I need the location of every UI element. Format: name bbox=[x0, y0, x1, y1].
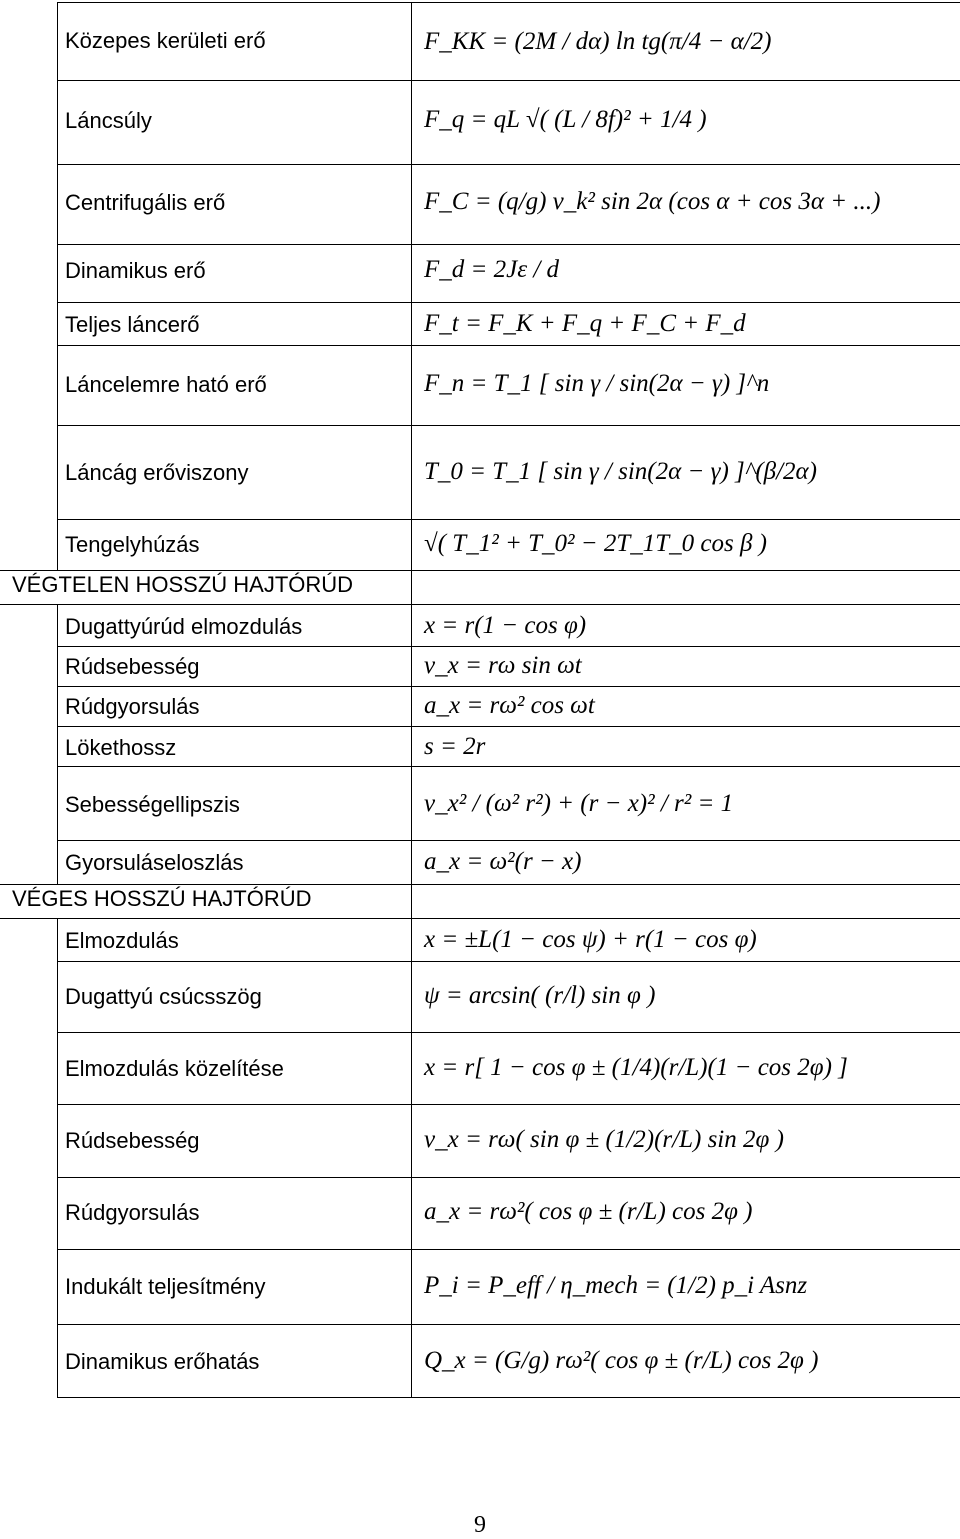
row-label: Dinamikus erőhatás bbox=[65, 1349, 260, 1374]
row-formula: F_C = (q/g) v_k² sin 2α (cos α + cos 3α + ...) bbox=[424, 188, 881, 215]
row-label: Rúdsebesség bbox=[65, 654, 200, 679]
row-label: Dugattyú csúcsszög bbox=[65, 984, 262, 1009]
row-formula: x = ±L(1 − cos ψ) + r(1 − cos φ) bbox=[424, 926, 757, 953]
row-formula: a_x = ω²(r − x) bbox=[424, 848, 582, 875]
row-formula: T_0 = T_1 [ sin γ / sin(2α − γ) ]^(β/2α) bbox=[424, 458, 817, 485]
row-formula: F_KK = (2M / dα) ln tg(π/4 − α/2) bbox=[424, 28, 772, 55]
table-line bbox=[57, 1324, 960, 1325]
table-line bbox=[57, 1177, 960, 1178]
row-label: Láncsúly bbox=[65, 108, 152, 133]
section-heading: VÉGTELEN HOSSZÚ HAJTÓRÚD bbox=[12, 572, 354, 597]
row-label: Láncelemre ható erő bbox=[65, 372, 267, 397]
row-formula: v_x = rω sin ωt bbox=[424, 652, 582, 679]
table-line bbox=[57, 302, 960, 303]
table-line bbox=[57, 961, 960, 962]
row-label: Lökethossz bbox=[65, 735, 177, 760]
table-line bbox=[57, 766, 960, 767]
row-label: Tengelyhúzás bbox=[65, 532, 200, 557]
row-label: Sebességellipszis bbox=[65, 792, 240, 817]
row-formula: v_x = rω( sin φ ± (1/2)(r/L) sin 2φ ) bbox=[424, 1126, 784, 1153]
table-line bbox=[57, 80, 960, 81]
row-formula: F_n = T_1 [ sin γ / sin(2α − γ) ]^n bbox=[424, 370, 770, 397]
table-line bbox=[411, 2, 412, 1397]
table-line bbox=[57, 2, 58, 571]
section-heading: VÉGES HOSSZÚ HAJTÓRÚD bbox=[12, 886, 312, 911]
table-line bbox=[57, 686, 960, 687]
row-formula: v_x² / (ω² r²) + (r − x)² / r² = 1 bbox=[424, 790, 734, 817]
row-label: Dinamikus erő bbox=[65, 258, 206, 283]
table-line bbox=[57, 519, 960, 520]
table-line bbox=[57, 646, 960, 647]
row-formula: x = r(1 − cos φ) bbox=[424, 612, 587, 639]
table-line bbox=[57, 918, 58, 1397]
table-line bbox=[57, 1249, 960, 1250]
row-label: Centrifugális erő bbox=[65, 190, 226, 215]
row-formula: s = 2r bbox=[424, 733, 486, 760]
row-formula: F_d = 2Jε / d bbox=[424, 256, 560, 283]
row-label: Közepes kerületi erő bbox=[65, 28, 266, 53]
table-line bbox=[57, 840, 960, 841]
row-label: Teljes láncerő bbox=[65, 312, 200, 337]
table-line bbox=[0, 604, 960, 605]
row-formula: √( T_1² + T_0² − 2T_1T_0 cos β ) bbox=[424, 530, 767, 557]
table-line bbox=[0, 570, 960, 571]
table-line bbox=[57, 1032, 960, 1033]
row-formula: ψ = arcsin( (r/l) sin φ ) bbox=[424, 982, 656, 1009]
row-formula: a_x = rω²( cos φ ± (r/L) cos 2φ ) bbox=[424, 1198, 753, 1225]
row-label: Láncág erőviszony bbox=[65, 460, 249, 485]
table-line bbox=[57, 164, 960, 165]
row-formula: a_x = rω² cos ωt bbox=[424, 692, 595, 719]
table-line bbox=[57, 425, 960, 426]
row-formula: P_i = P_eff / η_mech = (1/2) p_i Asnz bbox=[424, 1272, 808, 1299]
table-line bbox=[57, 2, 960, 3]
table-line bbox=[0, 918, 960, 919]
table-line bbox=[57, 1397, 960, 1398]
row-formula: F_t = F_K + F_q + F_C + F_d bbox=[424, 310, 746, 337]
row-label: Rúdgyorsulás bbox=[65, 694, 200, 719]
row-label: Elmozdulás közelítése bbox=[65, 1056, 284, 1081]
row-label: Gyorsuláseloszlás bbox=[65, 850, 244, 875]
row-formula: Q_x = (G/g) rω²( cos φ ± (r/L) cos 2φ ) bbox=[424, 1347, 819, 1374]
row-label: Rúdsebesség bbox=[65, 1128, 200, 1153]
table-line bbox=[57, 244, 960, 245]
row-label: Indukált teljesítmény bbox=[65, 1274, 266, 1299]
row-label: Rúdgyorsulás bbox=[65, 1200, 200, 1225]
page-number: 9 bbox=[474, 1512, 486, 1538]
table-line bbox=[57, 345, 960, 346]
table-line bbox=[57, 1104, 960, 1105]
table-line bbox=[0, 884, 960, 885]
table-line bbox=[57, 726, 960, 727]
row-label: Dugattyúrúd elmozdulás bbox=[65, 614, 303, 639]
row-label: Elmozdulás bbox=[65, 928, 179, 953]
row-formula: x = r[ 1 − cos φ ± (1/4)(r/L)(1 − cos 2φ) ] bbox=[424, 1054, 848, 1081]
row-formula: F_q = qL √( (L / 8f)² + 1/4 ) bbox=[424, 106, 707, 133]
